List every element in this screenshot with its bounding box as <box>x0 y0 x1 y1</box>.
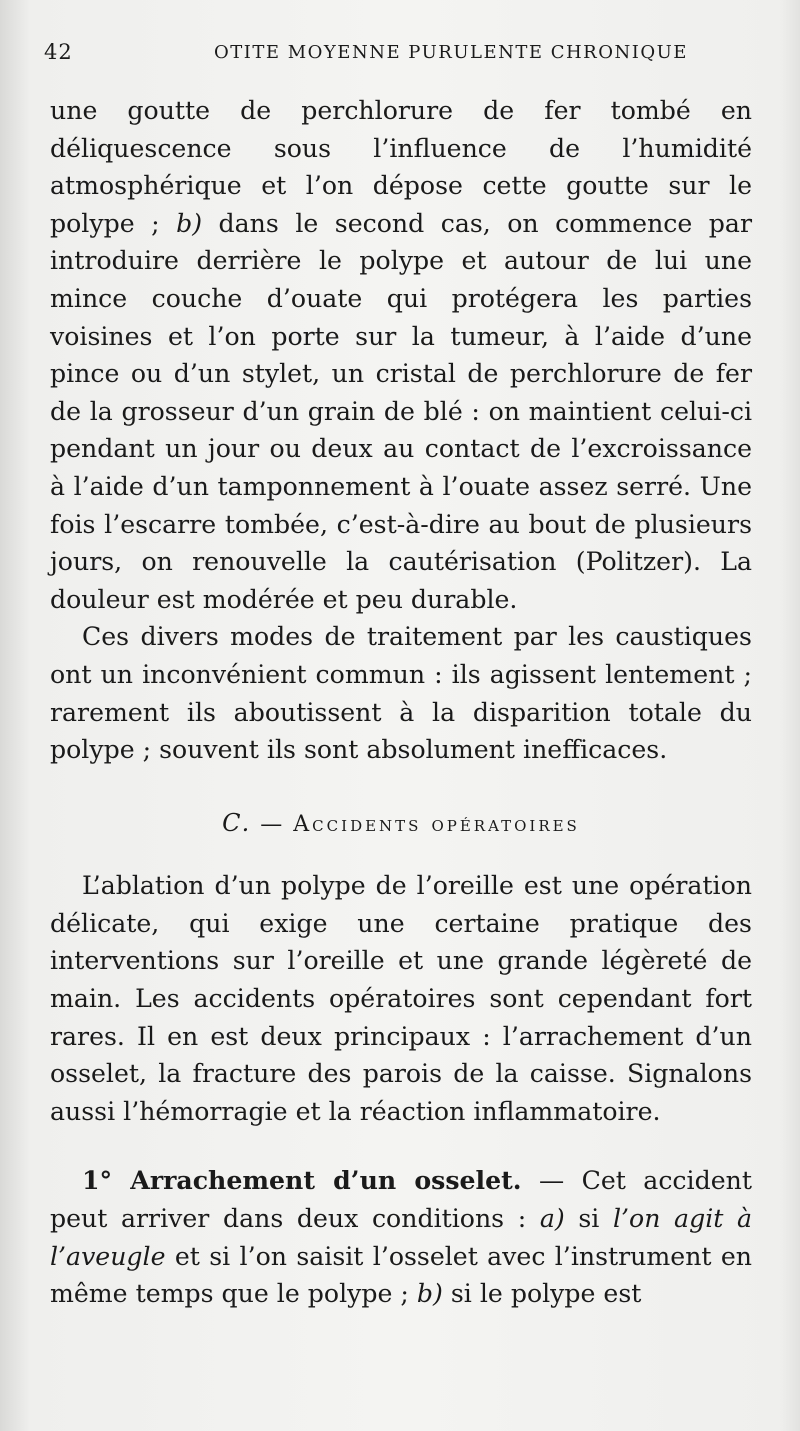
section-dash: — <box>260 811 285 837</box>
paragraph-caustics: Ces divers modes de traitement par les caustiques ont un inconvénient commun : ils agissent lentement ; rarement ils aboutissent à la disparition totale du polype ; souvent ils sont absolument inefficaces. <box>50 622 752 765</box>
section-letter: C. <box>222 808 252 837</box>
paragraph-arrachement: 1° Arrachement d’un osselet. — Cet accident peut arriver dans deux conditions : a) si l’on agit à l’aveugle et si l’on saisit l’osselet avec l’instrument en même temps que le polype ; b) si le polype est <box>50 1165 753 1309</box>
running-head: OTITE MOYENNE PURULENTE CHRONIQUE <box>214 42 688 63</box>
section-title: Accidents opératoires <box>293 811 580 837</box>
page-header <box>44 40 756 66</box>
paragraph-ablation: L’ablation d’un polype de l’oreille est une opération délicate, qui exige une certaine pratique des interventions sur l’oreille et une grande légèreté de main. Les accidents opératoires sont cependant fort rares. Il en est deux principaux : l’arrachement d’un osselet, la fracture des parois de la caisse. Signalons aussi l’hémorragie et la réaction inflammatoire. <box>50 871 752 1126</box>
page-number: 42 <box>44 40 73 64</box>
page-body <box>50 92 752 1313</box>
paragraph-continued: une goutte de perchlorure de fer tombé en déliquescence sous l’influence de l’humidité atmosphérique et l’on dépose cette goutte sur le polype ; b) dans le second cas, on commence par introduire derrière le polype et autour de lui une mince couche d’ouate qui protégera les parties voisines et l’on porte sur la tumeur, à l’aide d’une pince ou d’un stylet, un cristal de perchlorure de fer de la grosseur d’un grain de blé : on maintient celui-ci pendant un jour ou deux au contact de l’excroissance à l’aide d’un tamponnement à l’ouate assez serré. Une fois l’escarre tombée, c’est-à-dire au bout de plusieurs jours, on renouvelle la cautérisation (Politzer). La douleur est modérée et peu durable. <box>50 96 752 614</box>
subsection-title: 1° Arrachement d’un osselet. <box>82 1165 522 1196</box>
spacer <box>50 1130 752 1162</box>
section-heading <box>50 805 752 844</box>
label-b: b) <box>176 208 203 238</box>
